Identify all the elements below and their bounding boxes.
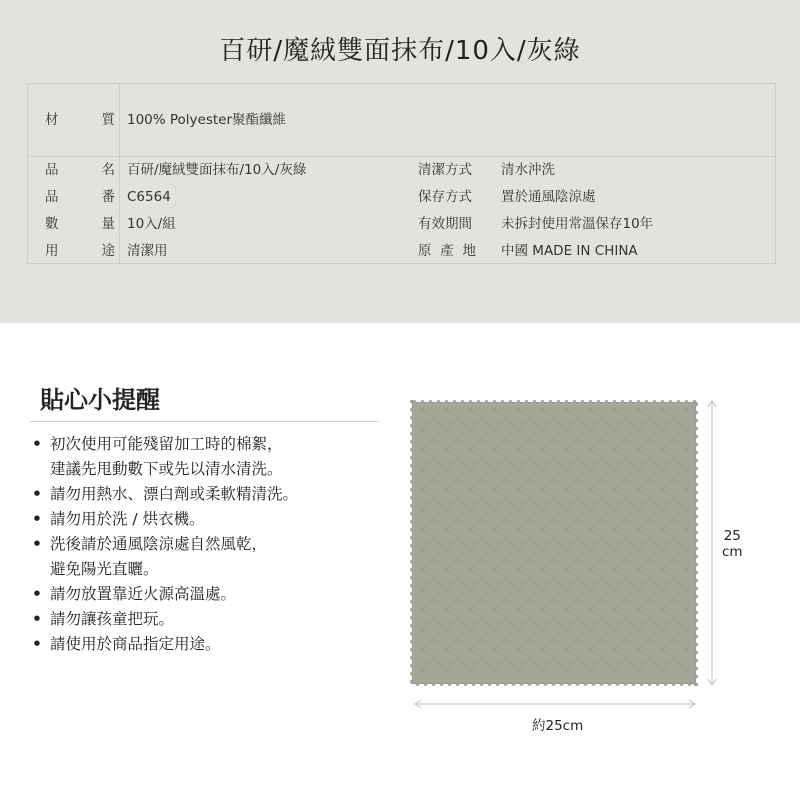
list-item: [32, 632, 392, 657]
width-arrow: [412, 696, 698, 712]
spec-label-storage: 保存方式: [418, 189, 472, 205]
tip-text: 洗後請於通風陰涼處自然風乾， 避免陽光直曬。: [50, 535, 268, 578]
spec-value-usage: 清潔用: [127, 243, 168, 259]
tips-divider: [30, 421, 379, 422]
list-item: [32, 432, 392, 482]
tip-text: 初次使用可能殘留加工時的棉絮， 建議先甩動數下或先以清水清洗。: [50, 435, 283, 478]
width-label: 約25cm: [532, 718, 584, 734]
spec-value-storage: 置於通風陰涼處: [501, 189, 596, 205]
spec-label-cleaning: 清潔方式: [418, 162, 472, 178]
bullet: •: [32, 485, 42, 503]
bullet: •: [32, 435, 42, 453]
spec-label-usage: 用 途: [45, 243, 115, 259]
spec-value-material: 100% Polyester聚酯纖維: [127, 112, 287, 128]
spec-label-origin: 原 產 地: [418, 243, 476, 259]
spec-table: [27, 83, 776, 264]
tips-title: 貼心小提醒: [40, 386, 160, 414]
list-item: [32, 532, 392, 582]
height-arrow: [700, 398, 724, 690]
tip-text: 請勿讓孩童把玩。: [50, 610, 175, 628]
table-border: [27, 83, 28, 264]
height-label: 25 cm: [722, 528, 743, 560]
bullet: •: [32, 585, 42, 603]
spec-value-cleaning: 清水沖洗: [501, 162, 555, 178]
spec-value-name: 百研/魔絨雙面抹布/10入/灰綠: [127, 162, 307, 178]
spec-label-shelf-life: 有效期間: [418, 216, 472, 232]
spec-label-model: 品 番: [45, 189, 115, 205]
table-border: [27, 83, 776, 84]
table-border: [27, 263, 776, 264]
spec-value-quantity: 10入/組: [127, 216, 176, 232]
list-item: [32, 482, 392, 507]
tip-text: 請使用於商品指定用途。: [50, 635, 221, 653]
tips-list: [32, 432, 392, 657]
bullet: •: [32, 535, 42, 553]
table-divider: [119, 83, 120, 264]
list-item: [32, 582, 392, 607]
table-border: [775, 83, 776, 264]
spec-label-material: 材 質: [45, 112, 115, 128]
bullet: •: [32, 510, 42, 528]
spec-value-shelf-life: 未拆封使用常溫保存10年: [501, 216, 654, 232]
spec-label-name: 品 名: [45, 162, 115, 178]
spec-value-origin: 中國 MADE IN CHINA: [501, 243, 638, 259]
cleaning-cloth-image: [410, 400, 698, 686]
tip-text: 請勿用於洗 / 烘衣機。: [50, 510, 205, 528]
spec-value-model: C6564: [127, 189, 171, 205]
table-divider: [27, 156, 776, 157]
tip-text: 請勿用熱水、漂白劑或柔軟精清洗。: [50, 485, 299, 503]
list-item: [32, 507, 392, 532]
bullet: •: [32, 635, 42, 653]
list-item: [32, 607, 392, 632]
spec-label-quantity: 數 量: [45, 216, 115, 232]
tip-text: 請勿放置靠近火源高溫處。: [50, 585, 237, 603]
bullet: •: [32, 610, 42, 628]
product-title: 百研/魔絨雙面抹布/10入/灰綠: [219, 36, 581, 66]
